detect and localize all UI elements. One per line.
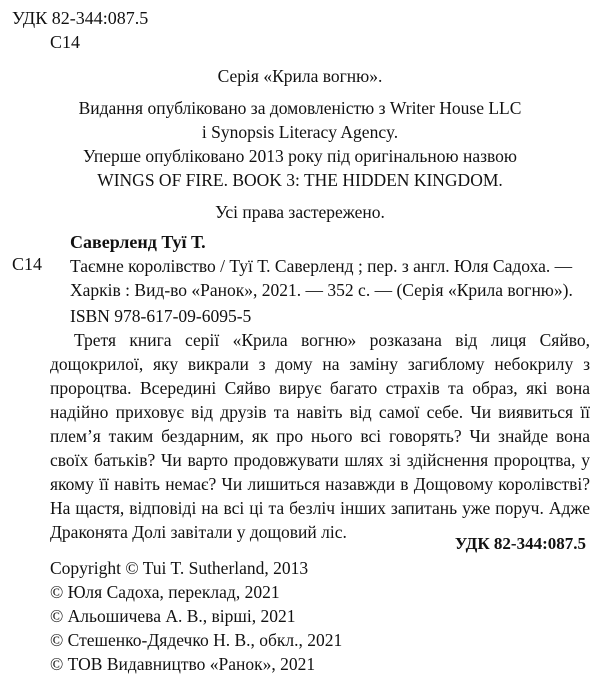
copyright-line: © Альошичева А. В., вірші, 2021 [50, 606, 296, 626]
series-line: Серія «Крила вогню». [217, 66, 383, 86]
copyright-block [50, 556, 342, 676]
publication-note [0, 96, 600, 192]
copyright-line: Copyright © Tui T. Sutherland, 2013 [50, 558, 309, 578]
publication-note-line: Уперше опубліковано 2013 року під оригінальною назвою [83, 146, 517, 166]
author-index-top: С14 [50, 32, 81, 52]
rights-statement: Усі права застережено. [215, 202, 385, 222]
publication-note-line: Видання опубліковано за домовленістю з Writer House LLC [78, 98, 522, 118]
annotation-paragraph: Третя книга серії «Крила вогню» розказана від лиця Сяйво, дощокрилої, яку викрали з дому на заміну загиблому небокрилу з пророцтва. Всередині Сяйво вирує багато страхів та образ, які вона надійно приховує від друзів та навіть від самої себе. Чи виявиться її плем’я таким бездарним, як про нього всі говорять? Чи знайде вона своїх батьків? Чи варто продовжувати шлях зі здійснення пророцтва, у якому її навіть немає? Чи лишиться назавжди в Дощовому королівстві? На щастя, відповіді на всі ці та безліч інших запитань уже поруч. Адже Драконята Долі завітали у дощовий ліс. [50, 330, 590, 542]
publication-note-line: і Synopsis Literacy Agency. [201, 122, 399, 142]
author-index-side: С14 [12, 254, 43, 274]
bibliographic-line: Таємне королівство / Туї Т. Саверленд ; пер. з англ. Юля Садоха. — [70, 256, 573, 276]
author-heading: Саверленд Туї Т. [70, 232, 206, 252]
isbn: ISBN 978-617-09-6095-5 [70, 306, 252, 326]
copyright-line: © Стешенко-Дядечко Н. В., обкл., 2021 [50, 630, 343, 650]
bibliographic-description [70, 254, 573, 302]
copyright-line: © Юля Садоха, переклад, 2021 [50, 582, 280, 602]
bibliographic-line: Харків : Вид-во «Ранок», 2021. — 352 с. — (Серія «Крила вогню»). [70, 280, 573, 300]
copyright-line: © ТОВ Видавництво «Ранок», 2021 [50, 654, 316, 674]
udk-code-top: УДК 82-344:087.5 [12, 8, 149, 28]
original-title: WINGS OF FIRE. BOOK 3: THE HIDDEN KINGDOM. [97, 170, 503, 190]
udk-code-bottom: УДК 82-344:087.5 [454, 534, 586, 553]
